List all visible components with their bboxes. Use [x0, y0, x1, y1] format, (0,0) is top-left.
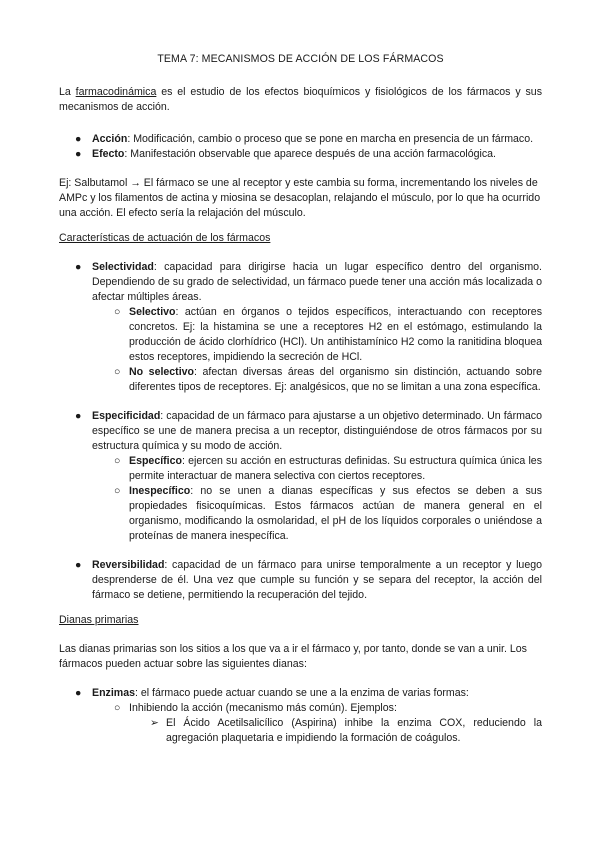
item-reversibilidad: ● Reversibilidad: capacidad de un fármaco para unirse temporalmente a un receptor y luego desprenderse de él. Una vez que cumple su función y se separa del receptor, la acción del fármaco se detiene, permitiendo la recuperación del tejido. [75, 559, 542, 601]
bullet-icon: ● [75, 148, 82, 160]
farmacodinamica-term: farmacodinámica [75, 86, 157, 98]
subitem-inespecifico: ○ Inespecífico: no se unen a dianas específicas y sus efectos se deben a sus propiedades fisicoquímicas. Estos fármacos actúan de manera general en el organismo, modificando la osmolaridad, el pH de los líquidos corporales o uniéndose a proteínas de manera inespecífica. [114, 485, 542, 542]
intro-paragraph: La farmacodinámica es el estudio de los efectos bioquímicos y fisiológicos de los fármacos y sus mecanismos de acción. [59, 86, 542, 113]
page-title: TEMA 7: MECANISMOS DE ACCIÓN DE LOS FÁRMACOS [157, 53, 444, 65]
item-especificidad: ● Especificidad: capacidad de un fármaco para ajustarse a un objetivo determinado. Un fármaco específico se une de manera precisa a un receptor, distinguiéndose de otros fármacos por su estructura química y su modo de acción. [75, 410, 542, 452]
dianas-list [59, 686, 542, 746]
bullet-icon: ● [75, 559, 82, 571]
characteristics-list [59, 260, 542, 395]
item-enzimas: ● Enzimas: el fármaco puede actuar cuando se une a la enzima de varias formas: [75, 687, 469, 699]
circle-bullet-icon: ○ [114, 306, 121, 318]
bullet-icon: ● [75, 133, 82, 145]
circle-bullet-icon: ○ [114, 366, 121, 378]
example-paragraph: Ej: Salbutamol → El fármaco se une al receptor y este cambia su forma, incrementando los niveles de AMPc y los filamentos de actina y miosina se desacoplan, relajando el músculo, por lo que ha ocurrido una acción. El efecto sería la relajación del músculo. [59, 177, 541, 219]
circle-bullet-icon: ○ [114, 702, 121, 714]
characteristics-list-2 [59, 409, 542, 544]
subitem-selectivo: ○ Selectivo: actúan en órganos o tejidos específicos, interactuando con receptores concretos. Ej: la histamina se une a receptores H2 en el estómago, estimulando la producción de ácido clorhídrico (HCl). Un antihistamínico H2 como la ranitidina bloquea estos receptores, impidiendo la secreción de HCl. [114, 306, 542, 363]
definitions-list [59, 132, 542, 162]
characteristics-list-3 [59, 558, 542, 603]
section-heading-caracteristicas: Características de actuación de los fármacos [59, 232, 271, 244]
circle-bullet-icon: ○ [114, 455, 121, 467]
definition-accion: ● Acción: Modificación, cambio o proceso que se pone en marcha en presencia de un fármaco. [75, 133, 534, 145]
section-heading-dianas: Dianas primarias [59, 614, 139, 626]
item-selectividad: ● Selectividad: capacidad para dirigirse hacia un lugar específico dentro del organismo. Dependiendo de su grado de selectividad, un fármaco puede tener una acción más localizada o afectar múltiples áreas. [75, 261, 542, 303]
definition-efecto: ● Efecto: Manifestación observable que aparece después de una acción farmacológica. [75, 148, 496, 160]
circle-bullet-icon: ○ [114, 485, 121, 497]
bullet-icon: ● [75, 410, 82, 422]
subsubitem-aspirina: ➢ El Ácido Acetilsalicílico (Aspirina) inhibe la enzima COX, reduciendo la agregación plaquetaria e impidiendo la formación de coágulos. [150, 717, 542, 744]
subitem-especifico: ○ Específico: ejercen su acción en estructuras definidas. Su estructura química única les permite interactuar de manera selectiva con ciertos receptores. [114, 455, 542, 482]
subitem-no-selectivo: ○ No selectivo: afectan diversas áreas del organismo sin distinción, actuando sobre diferentes tipos de receptores. Ej: analgésicos, que no se limitan a una zona específica. [114, 366, 542, 393]
bullet-icon: ● [75, 261, 82, 273]
arrow-bullet-icon: ➢ [150, 717, 159, 729]
bullet-icon: ● [75, 687, 82, 699]
dianas-intro-paragraph: Las dianas primarias son los sitios a los que va a ir el fármaco y, por tanto, donde se van a unir. Los fármacos pueden actuar sobre las siguientes dianas: [59, 643, 527, 670]
subitem-inhibiendo: ○ Inhibiendo la acción (mecanismo más común). Ejemplos: [114, 702, 397, 714]
